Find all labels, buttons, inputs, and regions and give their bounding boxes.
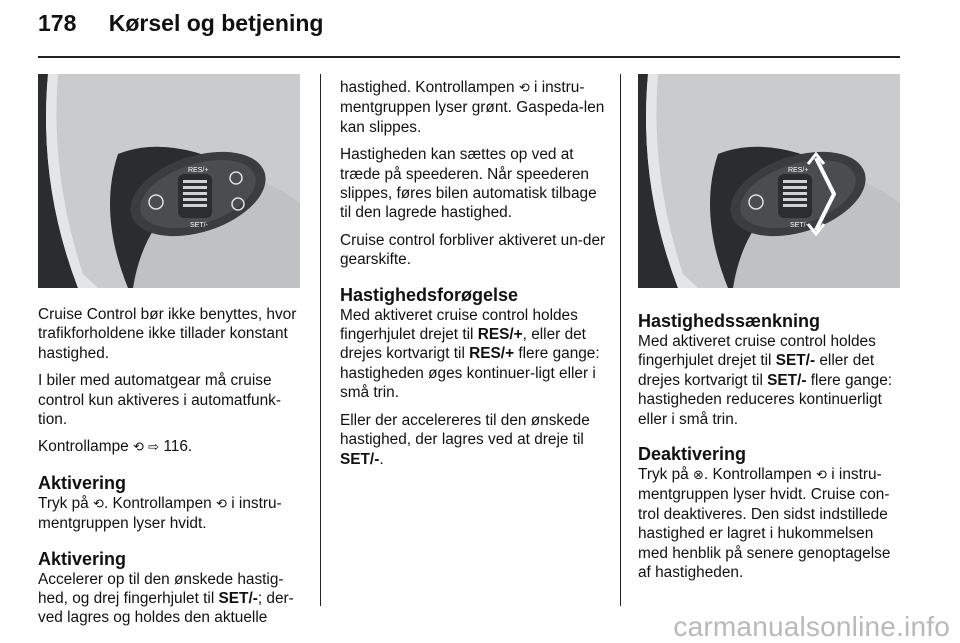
page-header <box>38 10 323 37</box>
reference-arrow-icon: ⇨ <box>148 440 160 456</box>
steering-wheel-figure-left <box>38 74 300 288</box>
steering-wheel-figure-right <box>638 74 900 288</box>
paragraph: I biler med automatgear må cruise control kun aktiveres i automatfunk-tion. <box>38 372 281 429</box>
section-heading: Hastighedsforøgelse <box>340 284 519 305</box>
column-2 <box>340 78 606 477</box>
column-3 <box>638 296 904 590</box>
paragraph: Hastigheden kan sættes op ved at træde på speederen. Når speederen slippes, føres bilen automatisk tilbage til den lagrede hastighed. <box>340 146 597 222</box>
res-label: RES/+ <box>788 167 809 174</box>
page-number: 178 <box>38 10 77 36</box>
set-label: SET/- <box>790 222 808 229</box>
section-heading: Hastighedssænkning <box>638 311 821 331</box>
paragraph: Med aktiveret cruise control holdes fingerhjulet drejet til RES/+, eller det drejes kortvarigt til RES/+ flere gange: hastigheden øges kontinuer-ligt eller i små trin. <box>340 306 600 402</box>
column-1 <box>38 305 308 636</box>
paragraph: Med aktiveret cruise control holdes fingerhjulet drejet til SET/- eller det drejes kortvarigt til SET/- flere gange: hastigheden reduceres kontinuerligt eller i små trin. <box>638 333 893 428</box>
cruise-lamp-icon: ⟲ <box>132 440 144 456</box>
cruise-lamp-icon: ⟲ <box>518 81 530 96</box>
page-title: Kørsel og betjening <box>108 10 324 36</box>
res-label: RES/+ <box>188 167 209 174</box>
section-heading: Aktivering <box>38 548 127 569</box>
paragraph: Eller der accelereres til den ønskede hastighed, der lagres ved at dreje til SET/-. <box>340 411 590 468</box>
section-heading: Deaktivering <box>638 444 747 465</box>
paragraph: Cruise control forbliver aktiveret un-der gearskifte. <box>340 231 606 269</box>
column-divider-1 <box>320 74 321 606</box>
watermark: carmanualsonline.info <box>673 611 950 642</box>
header-rule <box>38 56 900 58</box>
paragraph: Tryk på ⟲. Kontrollampen ⟲ i instru-mentgruppen lyser hvidt. <box>38 494 282 533</box>
section-heading: Aktivering <box>38 472 127 493</box>
cruise-lamp-icon: ⟲ <box>816 468 827 484</box>
paragraph: Tryk på ⊗. Kontrollampen ⟲ i instru-mentgruppen lyser hvidt. Cruise con-trol deaktiveres. Den sidst indstillede hastighed er lagret i hukommelsen med henblik på senere genoptagelse af hastigheden. <box>638 466 891 582</box>
column-divider-2 <box>620 74 621 606</box>
cruise-button-icon: ⟲ <box>93 496 104 512</box>
set-label: SET/- <box>190 222 208 229</box>
cancel-button-icon: ⊗ <box>693 468 704 484</box>
paragraph: Accelerer op til den ønskede hastig-hed, og drej fingerhjulet til SET/-; der-ved lagres og holdes den aktuelle <box>38 570 294 627</box>
paragraph: Kontrollampe ⟲ ⇨ 116. <box>38 438 193 456</box>
paragraph: hastighed. Kontrollampen ⟲ i instru-mentgruppen lyser grønt. Gaspeda-len kan slippes. <box>340 79 605 136</box>
cruise-lamp-icon: ⟲ <box>216 496 227 512</box>
paragraph: Cruise Control bør ikke benyttes, hvor trafikforholdene ikke tillader konstant hastighed. <box>38 306 297 362</box>
